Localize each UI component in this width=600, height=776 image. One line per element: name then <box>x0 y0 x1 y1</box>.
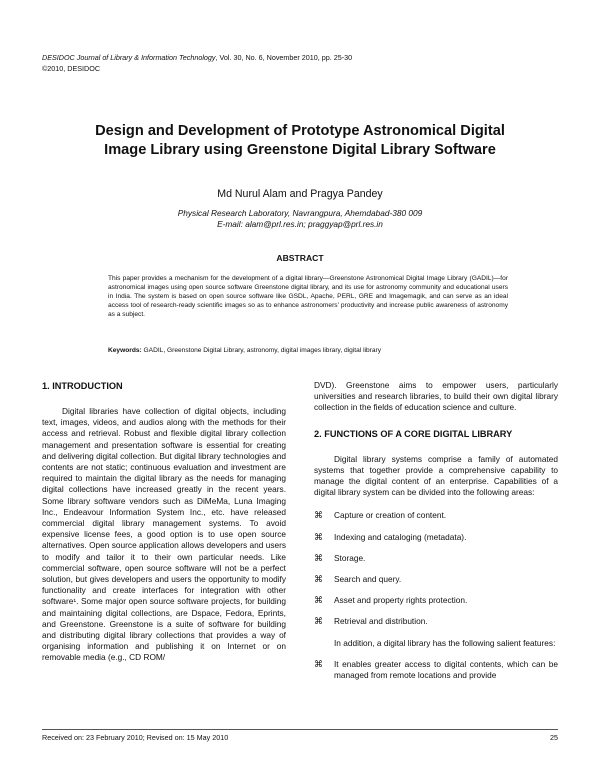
features-intro: In addition, a digital library has the following salient features: <box>334 637 556 648</box>
page-number: 25 <box>550 733 558 742</box>
journal-citation <box>42 52 352 63</box>
list-item: ⌘ Capture or creation of content. <box>314 510 447 521</box>
affiliation <box>40 208 560 230</box>
bullet-icon: ⌘ <box>314 658 323 669</box>
list-item: ⌘ Asset and property rights protection. <box>314 595 468 606</box>
list-item: ⌘ Storage. <box>314 552 366 563</box>
journal-name: DESIDOC Journal of Library & Information Technology <box>42 53 216 62</box>
bullet-icon: ⌘ <box>314 616 323 627</box>
list-item: ⌘ Search and query. <box>314 574 402 585</box>
affiliation-address: Physical Research Laboratory, Navrangpura, Ahemdabad-380 009 <box>177 208 423 218</box>
received-dates: Received on: 23 February 2010; Revised on: 15 May 2010 <box>42 733 229 742</box>
abstract-text: This paper provides a mechanism for the development of a digital library—Greenstone Astronomical Digital Image Library (GADIL)—for astronomical images using open source software Greenstone digital library, and its use for astronomy community and educational users in India. The system is based on open source software like GSDL, Apache, PERL, GRE and Imagemagik, and can serve as an ideal access tool of research-ready scientific images so as to enhance astronomers' productivity and increase public awareness of astronomy as a subject. <box>108 275 508 318</box>
list-item: ⌘ It enables greater access to digital contents, which can be managed from remote locations and provide <box>314 658 558 681</box>
journal-header <box>42 52 352 74</box>
functions-paragraph: Digital library systems comprise a family of automated systems that together provide a comprehensive capability to manage the digital content of an enterprise. Capabilities of a digital library system can be divided into the following areas: <box>314 453 558 498</box>
copyright: ©2010, DESIDOC <box>42 64 101 73</box>
introduction-continued: DVD). Greenstone aims to empower users, particularly universities and research libraries, to build their own digital library collection in the fields of education science and culture. <box>314 380 558 413</box>
abstract-heading: ABSTRACT <box>276 253 324 263</box>
paper-title <box>40 122 560 160</box>
keywords <box>108 346 528 355</box>
affiliation-email: E-mail: alam@prl.res.in; praggyap@prl.res.in <box>217 219 383 229</box>
bullet-icon: ⌘ <box>314 574 323 585</box>
list-item: ⌘ Indexing and cataloging (metadata). <box>314 531 467 542</box>
authors: Md Nurul Alam and Pragya Pandey <box>217 188 383 200</box>
title-line-1: Design and Development of Prototype Astronomical Digital <box>95 123 505 139</box>
title-line-2: Image Library using Greenstone Digital Library Software <box>104 142 496 158</box>
bullet-icon: ⌘ <box>314 552 323 563</box>
keywords-list: GADIL, Greenstone Digital Library, astronomy, digital images library, digital library <box>141 347 382 354</box>
introduction-paragraph: Digital libraries have collection of digital objects, including text, images, videos, and audios along with the methods for their access and retrieval. Robust and flexible digital library collection management and presentation software is essential for creating and delivering digital collection. But digital library technologies and contents are not static; continuous evaluation and investment are required to maintain the digital library as the needs for managing digital collections have increased greatly in the recent years. Some library software vendors such as DiMeMa, Luna Imaging Inc., Endeavour Information System Inc., etc. have released commercial digital library management systems. To avoid expensive license fees, a good option is to use open source alternatives. Open source application allows developers and users to modify and tailor it to their own particular needs. Like commercial software, open source software will not be a perfect solution, but gives developers and users the opportunity to modify functionality and create interfaces for integration with other software¹. Some major open source software projects, for building and maintaining digital collections, are Dspace, Fedora, Eprints, and Greenstone. Greenstone is a suite of software for building and distributing digital library collections that provides a way of organising information and publishing it on Internet or on removable media (e.g., CD ROM/ <box>42 406 286 663</box>
section-heading-functions: 2. FUNCTIONS OF A CORE DIGITAL LIBRARY <box>314 428 513 439</box>
left-column <box>42 380 286 664</box>
bullet-icon: ⌘ <box>314 531 323 542</box>
journal-volume: , Vol. 30, No. 6, November 2010, pp. 25-30 <box>215 53 353 62</box>
keywords-label: Keywords: <box>108 347 142 354</box>
bullet-icon: ⌘ <box>314 595 323 606</box>
list-item: ⌘ Retrieval and distribution. <box>314 616 428 627</box>
bullet-icon: ⌘ <box>314 510 323 521</box>
footer-divider <box>42 729 558 730</box>
right-column <box>314 380 558 691</box>
section-heading-introduction: 1. INTRODUCTION <box>42 381 123 391</box>
